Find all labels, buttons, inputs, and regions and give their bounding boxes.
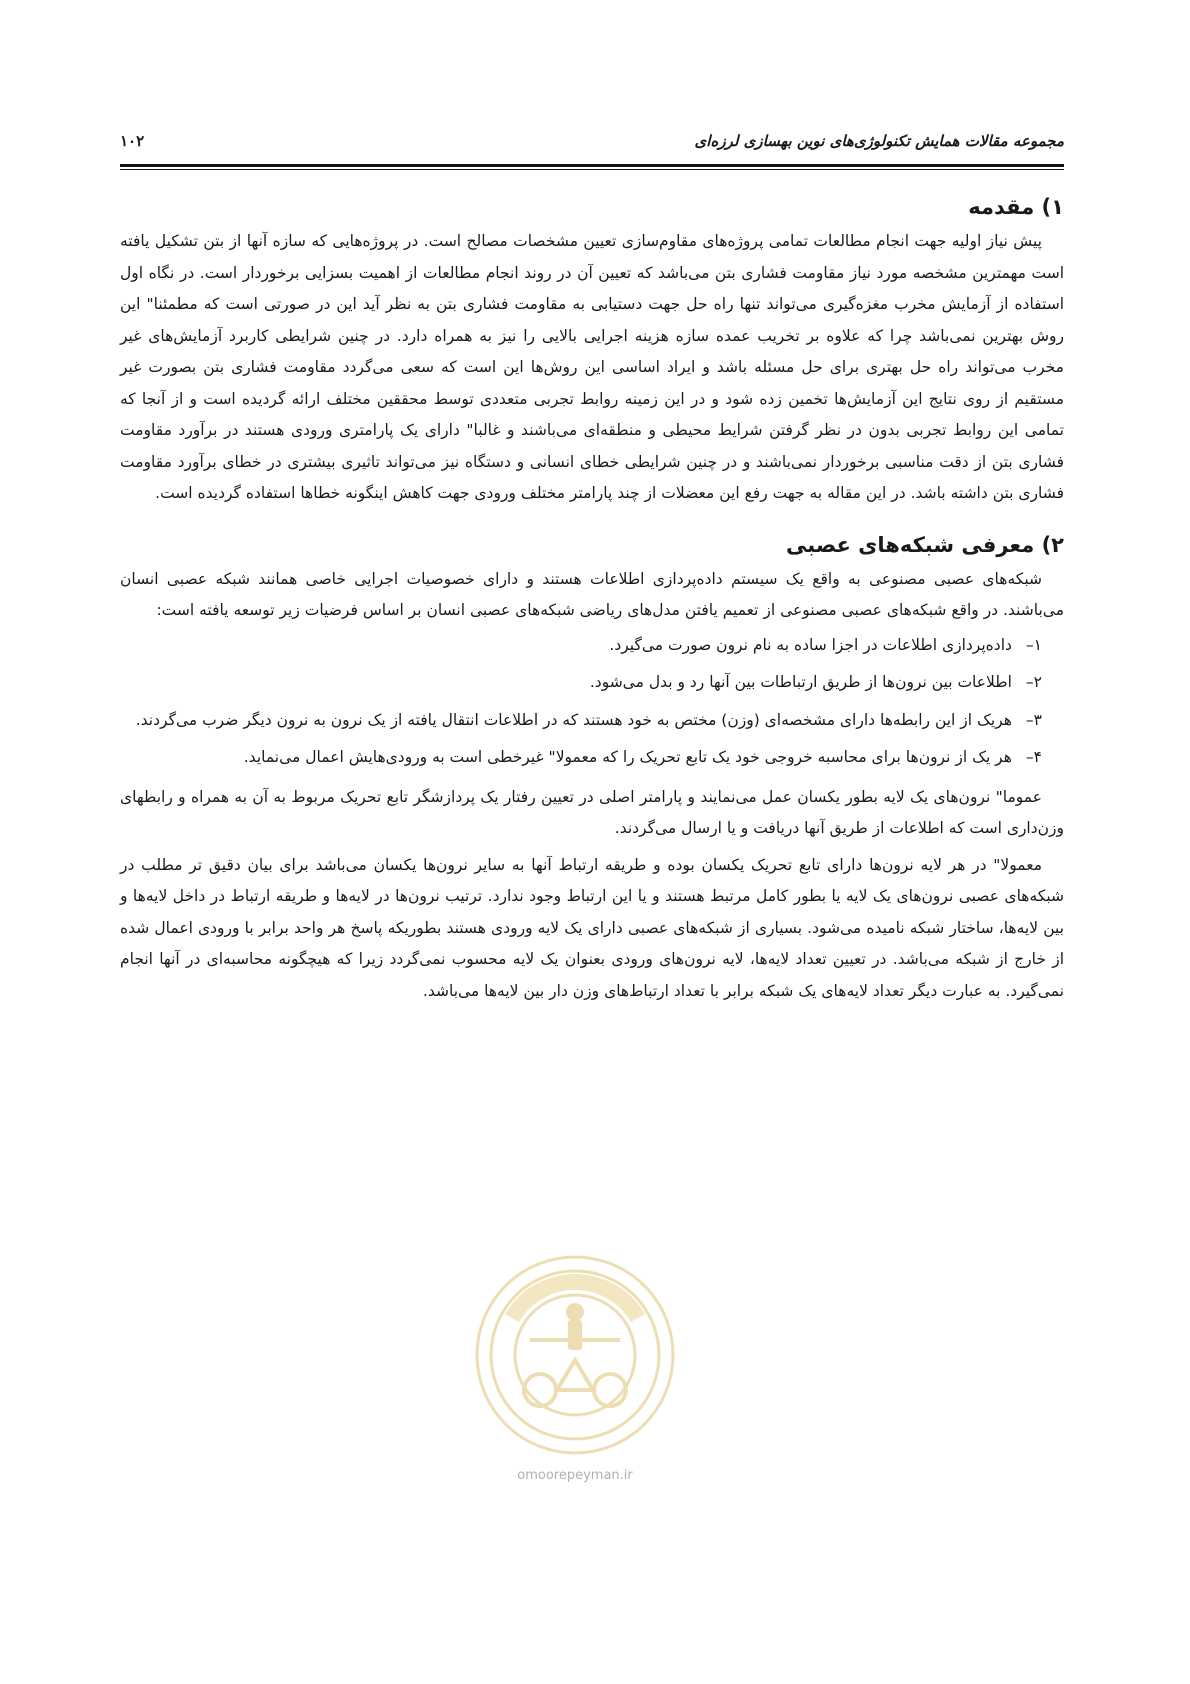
list-item-text: هر یک از نرون‌ها برای محاسبه خروجی خود یک تابع تحریک را که معمولا" غیرخطی است به ورودی‌هایش اعمال می‌نماید. [243, 748, 1012, 766]
list-item-text: داده‌پردازی اطلاعات در اجزا ساده به نام نرون صورت می‌گیرد. [609, 635, 1012, 654]
list-item-number: ۴– [1025, 748, 1042, 766]
paragraph: عموما" نرون‌های یک لایه بطور یکسان عمل می‌نمایند و پارامتر اصلی در تعیین رفتار یک پردازشگر تابع تحریک مربوط به آن به همراه و رابطهای وزن‌داری است که اطلاعات از طریق آنها دریافت و یا ارسال می‌گردند. [120, 787, 1064, 837]
list-item-text: اطلاعات بین نرون‌ها از طریق ارتباطات بین آنها رد و بدل می‌شود. [589, 673, 1012, 691]
list-item [120, 702, 1064, 740]
journal-title: مجموعه مقالات همایش تکنولوژی‌های نوین بهسازی لرزه‌ای [694, 132, 1064, 150]
section-heading-introduction: ۱) مقدمه [968, 195, 1064, 219]
list-item-text: هریک از این رابطه‌ها دارای مشخصه‌ای (وزن) مختص به خود هستند که در اطلاعات انتقال یافته از یک نرون به نرون دیگر ضرب می‌گردند. [135, 710, 1012, 729]
watermark-url: omoorepeyman.ir [517, 1468, 633, 1483]
list-item-number: ۱– [1025, 635, 1042, 654]
header-divider-thin [120, 169, 1064, 170]
watermark-seal-icon [470, 1250, 680, 1460]
list-item-number: ۳– [1025, 710, 1042, 729]
paragraph: معمولا" در هر لایه نرون‌ها دارای تابع تحریک یکسان بوده و طریقه ارتباط آنها به سایر نرون‌ها یکسان می‌باشد برای بیان دقیق تر مطلب در شبکه‌های عصبی نرون‌های یک لایه یا بطور کامل مرتبط هستند و یا این ارتباط وجود ندارد. ترتیب نرون‌ها در لایه‌ها و طریقه ارتباط در داخل لایه‌ها و بین لایه‌ها، ساختار شبکه نامیده می‌شود. بسیاری از شبکه‌های عصبی دارای یک لایه ورودی هستند بطوریکه پاسخ هر واحد برابر با ورودی اعمال شده از خارج از شبکه می‌باشد. در تعیین تعداد لایه‌ها، لایه نرون‌های ورودی بعنوان یک لایه محسوب نمی‌گردد زیرا که هیچگونه محاسبه‌ای در آنها انجام نمی‌گیرد. به عبارت دیگر تعداد لایه‌های یک شبکه برابر با تعداد ارتباط‌های وزن دار بین لایه‌ها می‌باشد. [120, 855, 1064, 1000]
section-heading-neural-networks: ۲) معرفی شبکه‌های عصبی [786, 532, 1064, 557]
list-item [120, 739, 1064, 777]
article-body [120, 188, 1064, 1007]
header-divider [120, 164, 1064, 167]
list-item-number: ۲– [1025, 673, 1042, 691]
paragraph: شبکه‌های عصبی مصنوعی به واقع یک سیستم داده‌پردازی اطلاعات هستند و دارای خصوصیات اجرایی خاصی همانند شبکه عصبی انسان می‌باشند. در واقع شبکه‌های عصبی مصنوعی از تعمیم یافتن مدل‌های ریاضی شبکه‌های عصبی انسان بر اساس فرضیات زیر توسعه یافته است: [120, 569, 1064, 619]
list-item [120, 664, 1064, 702]
list-item [120, 627, 1064, 665]
assumptions-list [120, 627, 1064, 777]
page-number: ۱۰۲ [120, 132, 145, 150]
paragraph: پیش نیاز اولیه جهت انجام مطالعات تمامی پروژه‌های مقاوم‌سازی تعیین مشخصات مصالح است. در پروژه‌هایی که سازه آنها از بتن تشکیل یافته است مهمترین مشخصه مورد نیاز مقاومت فشاری بتن می‌باشد که تعیین آن در روند انجام مطالعات از اهمیت بسزایی برخوردار است. در نگاه اول استفاده از آزمایش مخرب مغزه‌گیری می‌تواند تنها راه حل جهت دستیابی به مقاومت فشاری بتن به نظر آید این در صورتی است که مطمئنا" این روش بهترین نمی‌باشد چرا که علاوه بر تخریب عمده سازه هزینه اجرایی بالایی را نیز به همراه دارد. در چنین شرایطی کاربرد آزمایش‌های غیر مخرب می‌تواند راه حل بهتری برای حل مسئله باشد و ایراد اساسی این روش‌ها این است که سعی می‌گردد مقاومت فشاری بتن بصورت غیر مستقیم از روی نتایج این آزمایش‌ها تخمین زده شود و در این زمینه روابط تجربی متعددی توسط محققین مختلف ارائه گردیده است و از آنجا که تمامی این روابط تجربی بدون در نظر گرفتن شرایط محیطی و منطقه‌ای می‌باشند و غالبا" دارای یک پارامتری ورودی هستند در برآورد مقاومت فشاری بتن از دقت مناسبی برخوردار نمی‌باشند و در چنین شرایطی خطای انسانی و دستگاه نیز می‌تواند تاثیری بیشتری در خطای برآورد مقاومت فشاری بتن داشته باشد. در این مقاله به جهت رفع این معضلات از چند پارامتر مختلف ورودی جهت کاهش اینگونه خطاها استفاده گردیده است. [120, 232, 1064, 502]
page-header [120, 128, 1064, 158]
